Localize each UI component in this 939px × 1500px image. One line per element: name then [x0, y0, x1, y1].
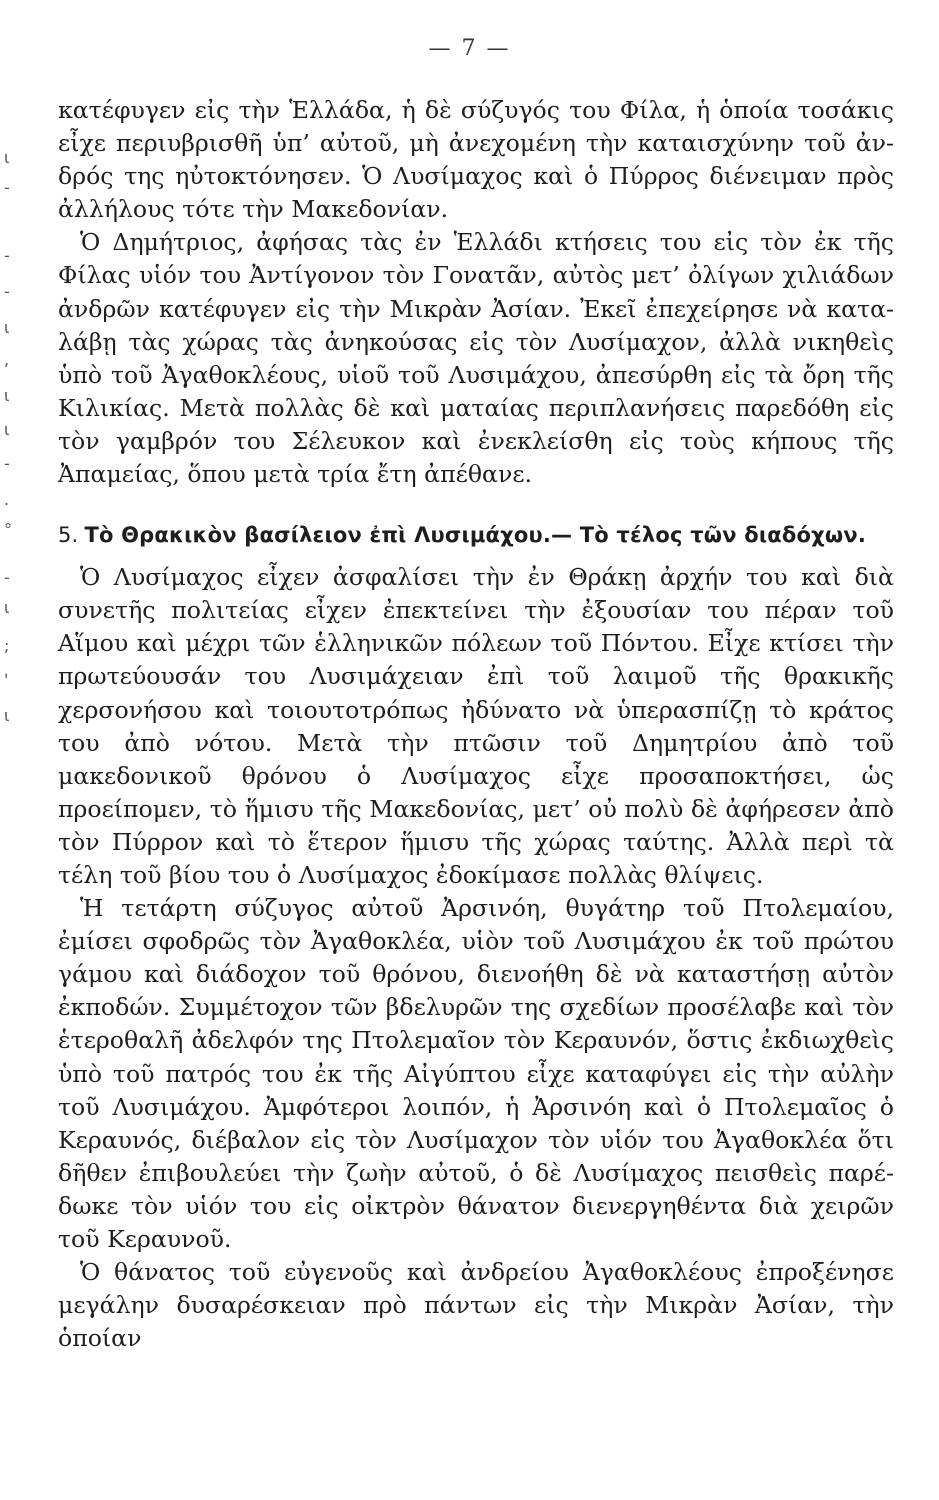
margin-mark: ° — [4, 520, 12, 539]
margin-mark: , — [4, 350, 10, 369]
section-number: 5. — [58, 523, 79, 548]
margin-mark: ι — [4, 420, 10, 439]
section-heading — [58, 519, 894, 552]
margin-mark: ι — [4, 148, 10, 167]
margin-mark: - — [4, 454, 10, 473]
margin-mark: ι — [4, 318, 10, 337]
paragraph-1: κατέφυγεν εἰς τὴν Ἑλλάδα, ἡ δὲ σύζυγός του Φίλα, ἡ ὁποία τοσάκις εἶχε περιυβρισθῆ ὑπ’ αὐτοῦ, μὴ ἀνεχομένη τὴν καταισχύνην τοῦ ἀνδρός της ηὐτοκτόνησεν. Ὁ Λυσίμαχος καὶ ὁ Πύρρος διένειμαν πρὸς ἀλλήλους τότε τὴν Μακεδονίαν. — [58, 96, 894, 224]
margin-mark: ι — [4, 386, 10, 405]
paragraph-3: Ὁ Λυσίμαχος εἶχεν ἀσφαλίσει τὴν ἐν Θράκῃ ἀρχήν του καὶ διὰ συνετῆς πολιτείας εἶχεν ἐπεκτείνει τὴν ἐξουσίαν του πέραν τοῦ Αἵμου καὶ μέχρι τῶν ἑλληνικῶν πόλεων τοῦ Πόντου. Εἶχε κτίσει τὴν πρωτεύουσάν του Λυσιμάχειαν ἐπὶ τοῦ λαιμοῦ τῆς θρακικῆς χερσονήσου καὶ τοιουτοτρόπως ἠδύνατο νὰ ὑπερασπίζῃ τὸ κράτος του ἀπὸ νότου. Μετὰ τὴν πτῶσιν τοῦ Δημητρίου ἀπὸ τοῦ μακεδονικοῦ θρόνου ὁ Λυσίμαχος εἶχε προσαποκτήσει, ὡς προείπομεν, τὸ ἥμισυ τῆς Μακεδονίας, μετ’ οὐ πολὺ δὲ ἀφήρεσεν ἀπὸ τὸν Πύρρον καὶ τὸ ἕτερον ἥμισυ τῆς χώρας ταύτης. Ἀλλὰ περὶ τὰ τέλη τοῦ βίου του ὁ Λυσίμαχος ἐδοκίμασε πολλὰς θλίψεις. — [58, 563, 894, 889]
margin-mark: ι — [4, 706, 10, 725]
margin-mark: ι — [4, 598, 10, 617]
left-margin-marks — [0, 0, 20, 1500]
margin-mark: ; — [4, 636, 10, 655]
page-number: — 7 — — [428, 36, 511, 61]
section-title: Τὸ Θρακικὸν βασίλειον ἐπὶ Λυσιμάχου.— Τὸ τέλος τῶν διαδόχων. — [84, 523, 867, 548]
margin-mark: - — [4, 246, 10, 265]
paragraph-2: Ὁ Δημήτριος, ἀφήσας τὰς ἐν Ἑλλάδι κτήσεις του εἰς τὸν ἐκ τῆς Φίλας υἱόν του Ἀντίγονον τὸν Γονατᾶν, αὐτὸς μετ’ ὀλίγων χιλιάδων ἀνδρῶν κατέφυγεν εἰς τὴν Μικρὰν Ἀσίαν. Ἐκεῖ ἐπεχείρησε νὰ καταλάβῃ τὰς χώρας τὰς ἀνηκούσας εἰς τὸν Λυσίμαχον, ἀλλὰ νικηθεὶς ὑπὸ τοῦ Ἀγαθοκλέους, υἱοῦ τοῦ Λυσιμάχου, ἀπεσύρθη εἰς τὰ ὄρη τῆς Κιλικίας. Μετὰ πολλὰς δὲ καὶ ματαίας περιπλανήσεις παρεδόθη εἰς τὸν γαμβρόν του Σέλευκον καὶ ἐνεκλείσθη εἰς τοὺς κήπους τῆς Ἀπαμείας, ὅπου μετὰ τρία ἔτη ἀπέθανε. — [58, 228, 894, 489]
paragraph-5: Ὁ θάνατος τοῦ εὐγενοῦς καὶ ἀνδρείου Ἀγαθοκλέους ἐπροξένησε μεγάλην δυσαρέσκειαν πρὸ πάντων εἰς τὴν Μικρὰν Ἀσίαν, τὴν ὁποίαν — [58, 1258, 894, 1353]
paragraph-4: Ἡ τετάρτη σύζυγος αὐτοῦ Ἀρσινόη, θυγάτηρ τοῦ Πτολεμαίου, ἐμίσει σφοδρῶς τὸν Ἀγαθοκλέα, υἱὸν τοῦ Λυσιμάχου ἐκ τοῦ πρώτου γάμου καὶ διάδοχον τοῦ θρόνου, διενοήθη δὲ νὰ καταστήσῃ αὐτὸν ἐκποδών. Συμμέτοχον τῶν βδελυρῶν της σχεδίων προσέλαβε καὶ τὸν ἑτεροθαλῆ ἀδελφόν της Πτολεμαῖον τὸν Κεραυνόν, ὅστις ἐκδιωχθεὶς ὑπὸ τοῦ πατρός του ἐκ τῆς Αἰγύπτου εἶχε καταφύγει εἰς τὴν αὐλὴν τοῦ Λυσιμάχου. Ἀμφότεροι λοιπόν, ἡ Ἀρσινόη καὶ ὁ Πτολεμαῖος ὁ Κεραυνός, διέβαλον εἰς τὸν Λυσίμαχον τὸν υἱόν του Ἀγαθοκλέα ὅτι δῆθεν ἐπιβουλεύει τὴν ζωὴν αὐτοῦ, ὁ δὲ Λυσίμαχος πεισθεὶς παρέδωκε τὸν υἱόν του εἰς οἰκτρὸν θάνατον διενεργηθέντα διὰ χειρῶν τοῦ Κεραυνοῦ. — [58, 894, 894, 1253]
body-text — [58, 94, 894, 1355]
margin-mark: - — [4, 178, 10, 197]
margin-mark: ' — [4, 670, 9, 689]
margin-mark: - — [4, 282, 10, 301]
margin-mark: . — [4, 490, 10, 509]
margin-mark: - — [4, 568, 10, 587]
